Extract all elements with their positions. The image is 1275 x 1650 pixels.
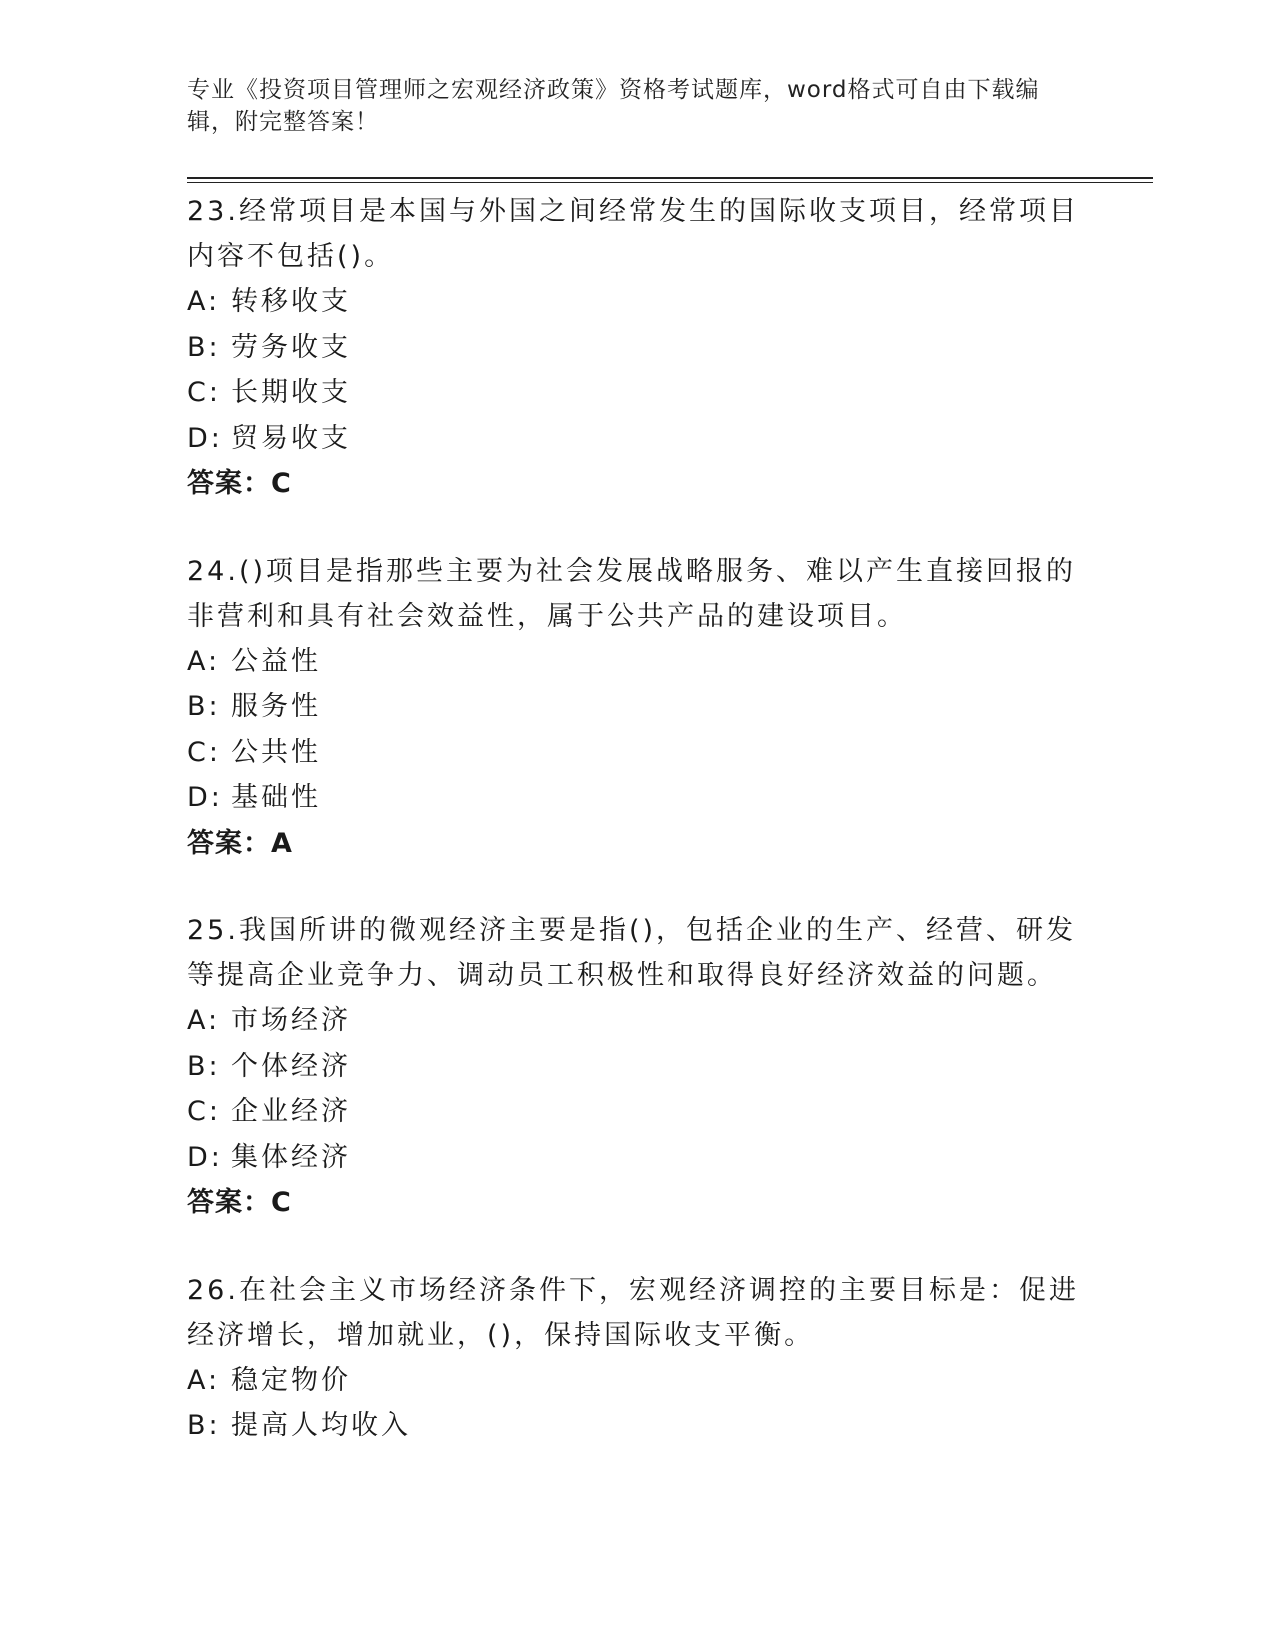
option-letter: A:	[187, 1364, 221, 1396]
question-stem: 25.我国所讲的微观经济主要是指()，包括企业的生产、经营、研发等提高企业竞争力、调动员工积极性和取得良好经济效益的问题。	[187, 915, 1077, 991]
answer-line: 答案：C	[187, 1187, 292, 1218]
answer-line: 答案：C	[187, 468, 292, 499]
option-c	[187, 1089, 1087, 1135]
question-stem: 24.()项目是指那些主要为社会发展战略服务、难以产生直接回报的非营利和具有社会效益性，属于公共产品的建设项目。	[187, 555, 1077, 632]
option-text: 个体经济	[231, 1050, 351, 1082]
option-letter: B:	[187, 1410, 221, 1441]
option-d	[187, 775, 1087, 821]
option-c	[187, 370, 1087, 416]
answer-line: 答案：A	[187, 827, 293, 859]
option-letter: B:	[187, 691, 221, 722]
option-letter: C:	[187, 377, 221, 408]
option-text: 转移收支	[231, 286, 351, 317]
question-24	[187, 549, 1087, 867]
option-a	[187, 1358, 1087, 1404]
option-b	[187, 1044, 1087, 1090]
option-text: 市场经济	[231, 1005, 351, 1036]
option-text: 基础性	[231, 782, 321, 813]
option-letter: A:	[187, 645, 221, 677]
option-letter: A:	[187, 1005, 221, 1036]
question-list	[187, 189, 1087, 1491]
option-letter: C:	[187, 1096, 221, 1127]
option-text: 公益性	[231, 645, 321, 677]
option-text: 稳定物价	[231, 1364, 351, 1396]
option-a	[187, 998, 1087, 1044]
option-text: 劳务收支	[231, 331, 351, 363]
option-letter: D:	[187, 422, 223, 454]
option-text: 服务性	[231, 691, 321, 722]
option-letter: B:	[187, 331, 221, 363]
option-c	[187, 730, 1087, 776]
question-26	[187, 1268, 1087, 1449]
option-text: 贸易收支	[231, 422, 351, 454]
option-b	[187, 325, 1087, 371]
question-23	[187, 189, 1087, 507]
header-divider-thick	[187, 177, 1153, 179]
option-a	[187, 279, 1087, 325]
option-letter: C:	[187, 736, 221, 768]
option-text: 提高人均收入	[231, 1410, 411, 1441]
option-text: 集体经济	[231, 1141, 351, 1173]
question-stem: 26.在社会主义市场经济条件下，宏观经济调控的主要目标是：促进经济增长，增加就业，()，保持国际收支平衡。	[187, 1274, 1079, 1351]
option-letter: D:	[187, 782, 223, 813]
option-text: 公共性	[231, 736, 321, 768]
option-text: 长期收支	[231, 377, 351, 408]
option-letter: B:	[187, 1050, 221, 1082]
option-b	[187, 1403, 1087, 1449]
option-b	[187, 684, 1087, 730]
option-letter: D:	[187, 1141, 223, 1173]
question-stem: 23.经常项目是本国与外国之间经常发生的国际收支项目，经常项目内容不包括()。	[187, 196, 1079, 272]
option-d	[187, 1135, 1087, 1181]
document-header: 专业《投资项目管理师之宏观经济政策》资格考试题库，word格式可自由下载编辑，附完整答案！	[187, 77, 1040, 135]
option-a	[187, 639, 1087, 685]
option-text: 企业经济	[231, 1096, 351, 1127]
question-25	[187, 908, 1087, 1226]
option-letter: A:	[187, 286, 221, 317]
option-d	[187, 416, 1087, 462]
header-divider-thin	[187, 182, 1153, 183]
